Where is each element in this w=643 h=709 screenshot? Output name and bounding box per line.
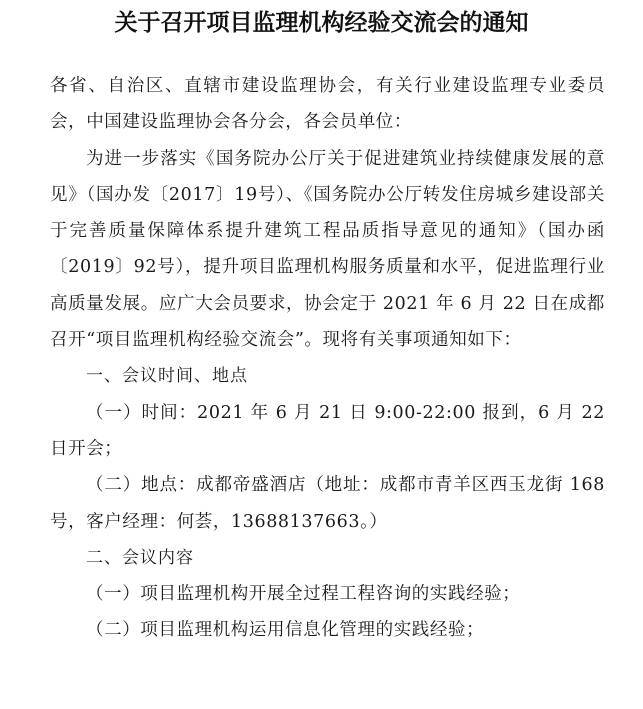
meeting-time-paragraph: （一）时间：2021 年 6 月 21 日 9:00-22:00 报到，6 月 22 日开会； (50, 402, 605, 459)
notice-body (50, 68, 605, 649)
content-item-1: （一）项目监理机构开展全过程工程咨询的实践经验； (86, 584, 521, 605)
salutation-paragraph: 各省、自治区、直辖市建设监理协会，有关行业建设监理专业委员会，中国建设监理协会各分会，各会员单位： (50, 76, 605, 133)
section2-heading: 二、会议内容 (86, 547, 194, 568)
content-item-2: （二）项目监理机构运用信息化管理的实践经验； (86, 620, 485, 641)
intro-paragraph: 为进一步落实《国务院办公厅关于促进建筑业持续健康发展的意见》（国办发〔2017〕19号）、《国务院办公厅转发住房城乡建设部关于完善质量保障体系提升建筑工程品质指导意见的通知》（国办函〔2019〕92号），提升项目监理机构服务质量和水平，促进监理行业高质量发展。应广大会员要求，协会定于 2021 年 6 月 22 日在成都召开“项目监理机构经验交流会”。现将有关事项通知如下： (50, 148, 605, 351)
notice-title: 关于召开项目监理机构经验交流会的通知 (114, 10, 529, 36)
section1-heading: 一、会议时间、地点 (86, 366, 248, 387)
meeting-place-paragraph: （二）地点：成都帝盛酒店（地址：成都市青羊区西玉龙街 168 号，客户经理：何荟，13688137663。） (50, 475, 605, 532)
